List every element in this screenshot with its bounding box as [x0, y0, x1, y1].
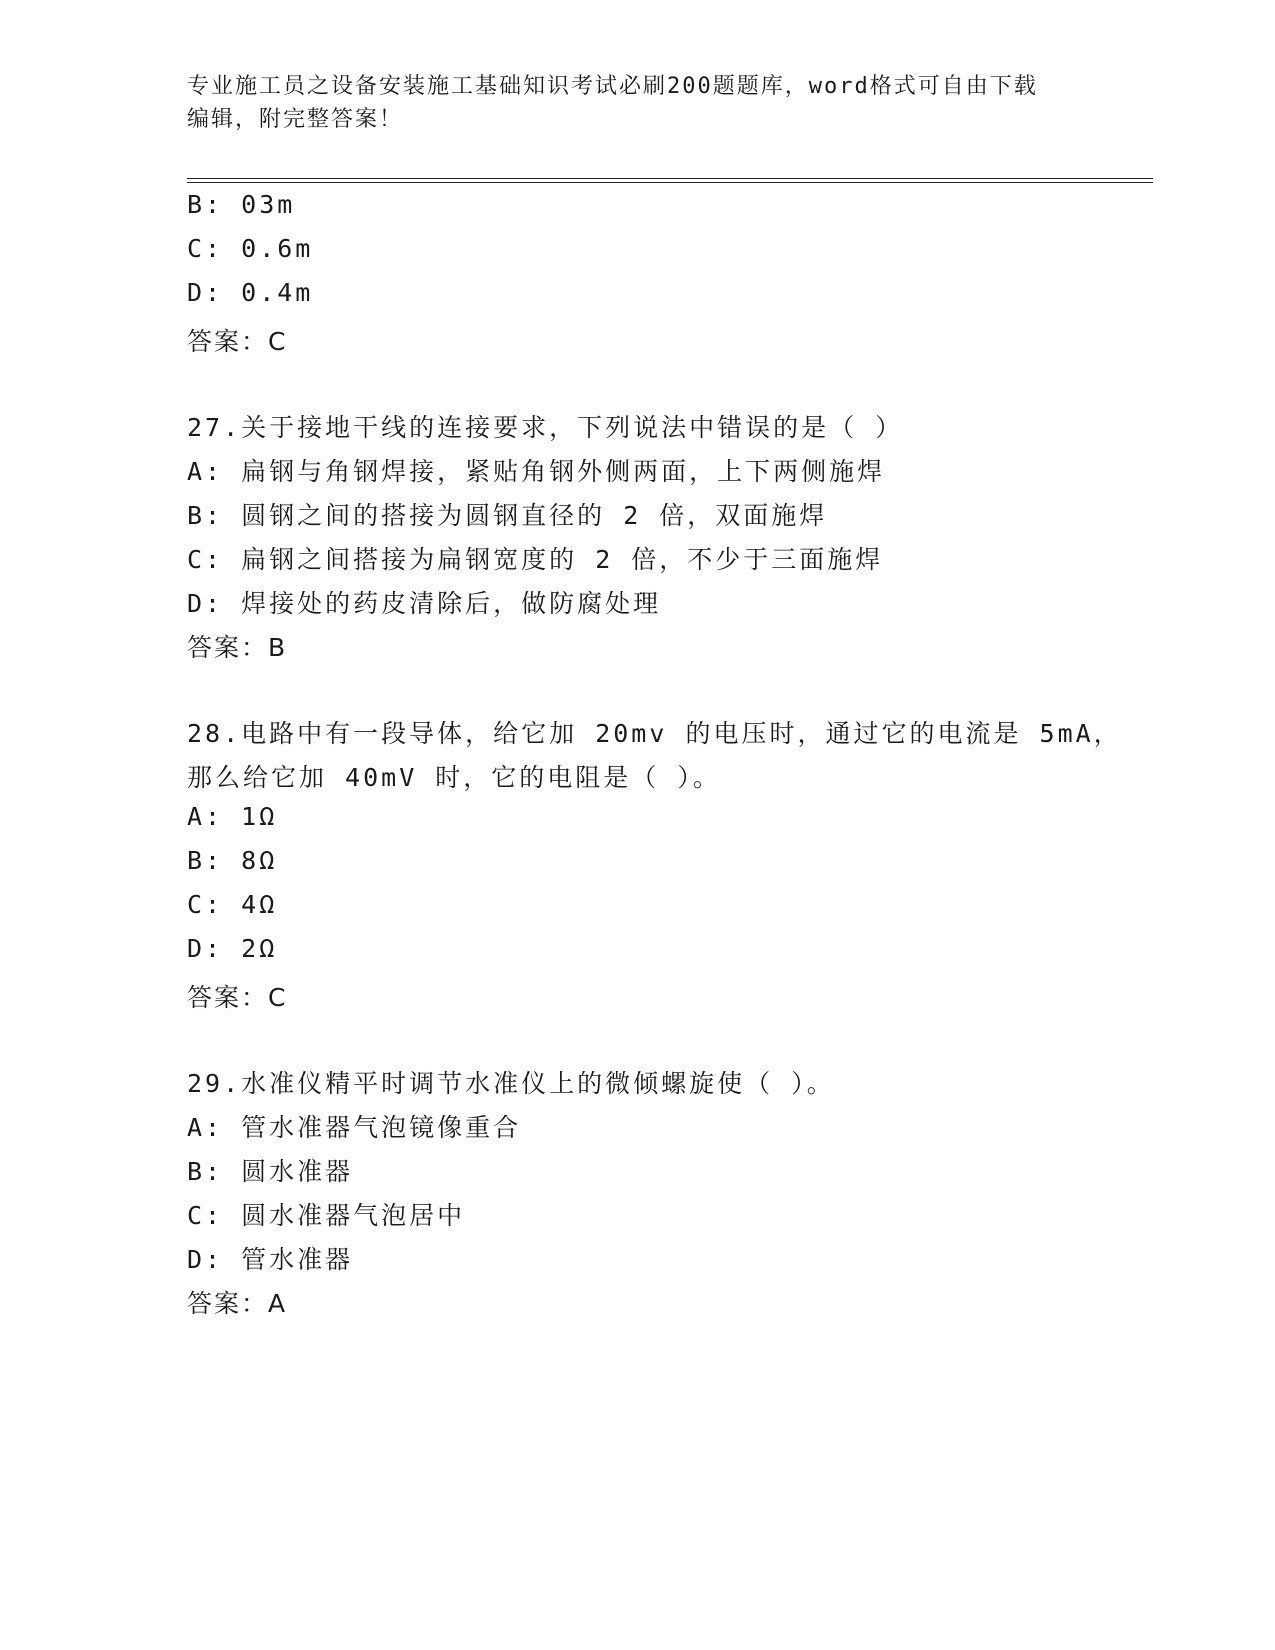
- q29-option-b: B: 圆水准器: [187, 1157, 354, 1186]
- q29-option-d: D: 管水准器: [187, 1245, 354, 1274]
- q29-option-a: A: 管水准器气泡镜像重合: [187, 1113, 522, 1142]
- document-header: [187, 70, 1087, 136]
- q27-option-b: B: 圆钢之间的搭接为圆钢直径的 2 倍，双面施焊: [187, 501, 828, 530]
- q27-option-a: A: 扁钢与角钢焊接，紧贴角钢外侧两面，上下两侧施焊: [187, 457, 886, 486]
- q29-option-c: C: 圆水准器气泡居中: [187, 1201, 466, 1230]
- q28-option-b: B: 8Ω: [187, 846, 278, 875]
- q27-option-c: C: 扁钢之间搭接为扁钢宽度的 2 倍，不少于三面施焊: [187, 545, 884, 574]
- q27-stem: 27.关于接地干线的连接要求，下列说法中错误的是（ ）: [187, 413, 904, 442]
- q27-option-d: D: 焊接处的药皮清除后，做防腐处理: [187, 589, 662, 618]
- q28-stem-line-1: 28.电路中有一段导体，给它加 20mv 的电压时，通过它的电流是 5mA，: [187, 719, 1122, 748]
- q26-option-d: D: 0.4m: [187, 278, 314, 307]
- q28-answer: 答案：C: [187, 983, 288, 1012]
- q27-answer: 答案：B: [187, 633, 288, 662]
- q29-stem: 29.水准仪精平时调节水准仪上的微倾螺旋使（ ）。: [187, 1069, 835, 1098]
- q28-option-c: C: 4Ω: [187, 890, 278, 919]
- q29-answer: 答案：A: [187, 1289, 288, 1318]
- q28-option-d: D: 2Ω: [187, 934, 278, 963]
- header-title-line-2: 编辑，附完整答案！: [187, 107, 404, 132]
- q26-answer: 答案：C: [187, 327, 288, 356]
- q26-option-b: B: 03m: [187, 190, 296, 219]
- q26-option-c: C: 0.6m: [187, 234, 314, 263]
- header-title-line-1: 专业施工员之设备安装施工基础知识考试必刷200题题库，word格式可自由下载: [187, 74, 1038, 99]
- header-divider-bottom: [187, 182, 1153, 183]
- q28-stem-line-2: 那么给它加 40mV 时，它的电阻是（ ）。: [187, 763, 721, 792]
- header-divider-top: [187, 178, 1153, 179]
- q28-option-a: A: 1Ω: [187, 802, 278, 831]
